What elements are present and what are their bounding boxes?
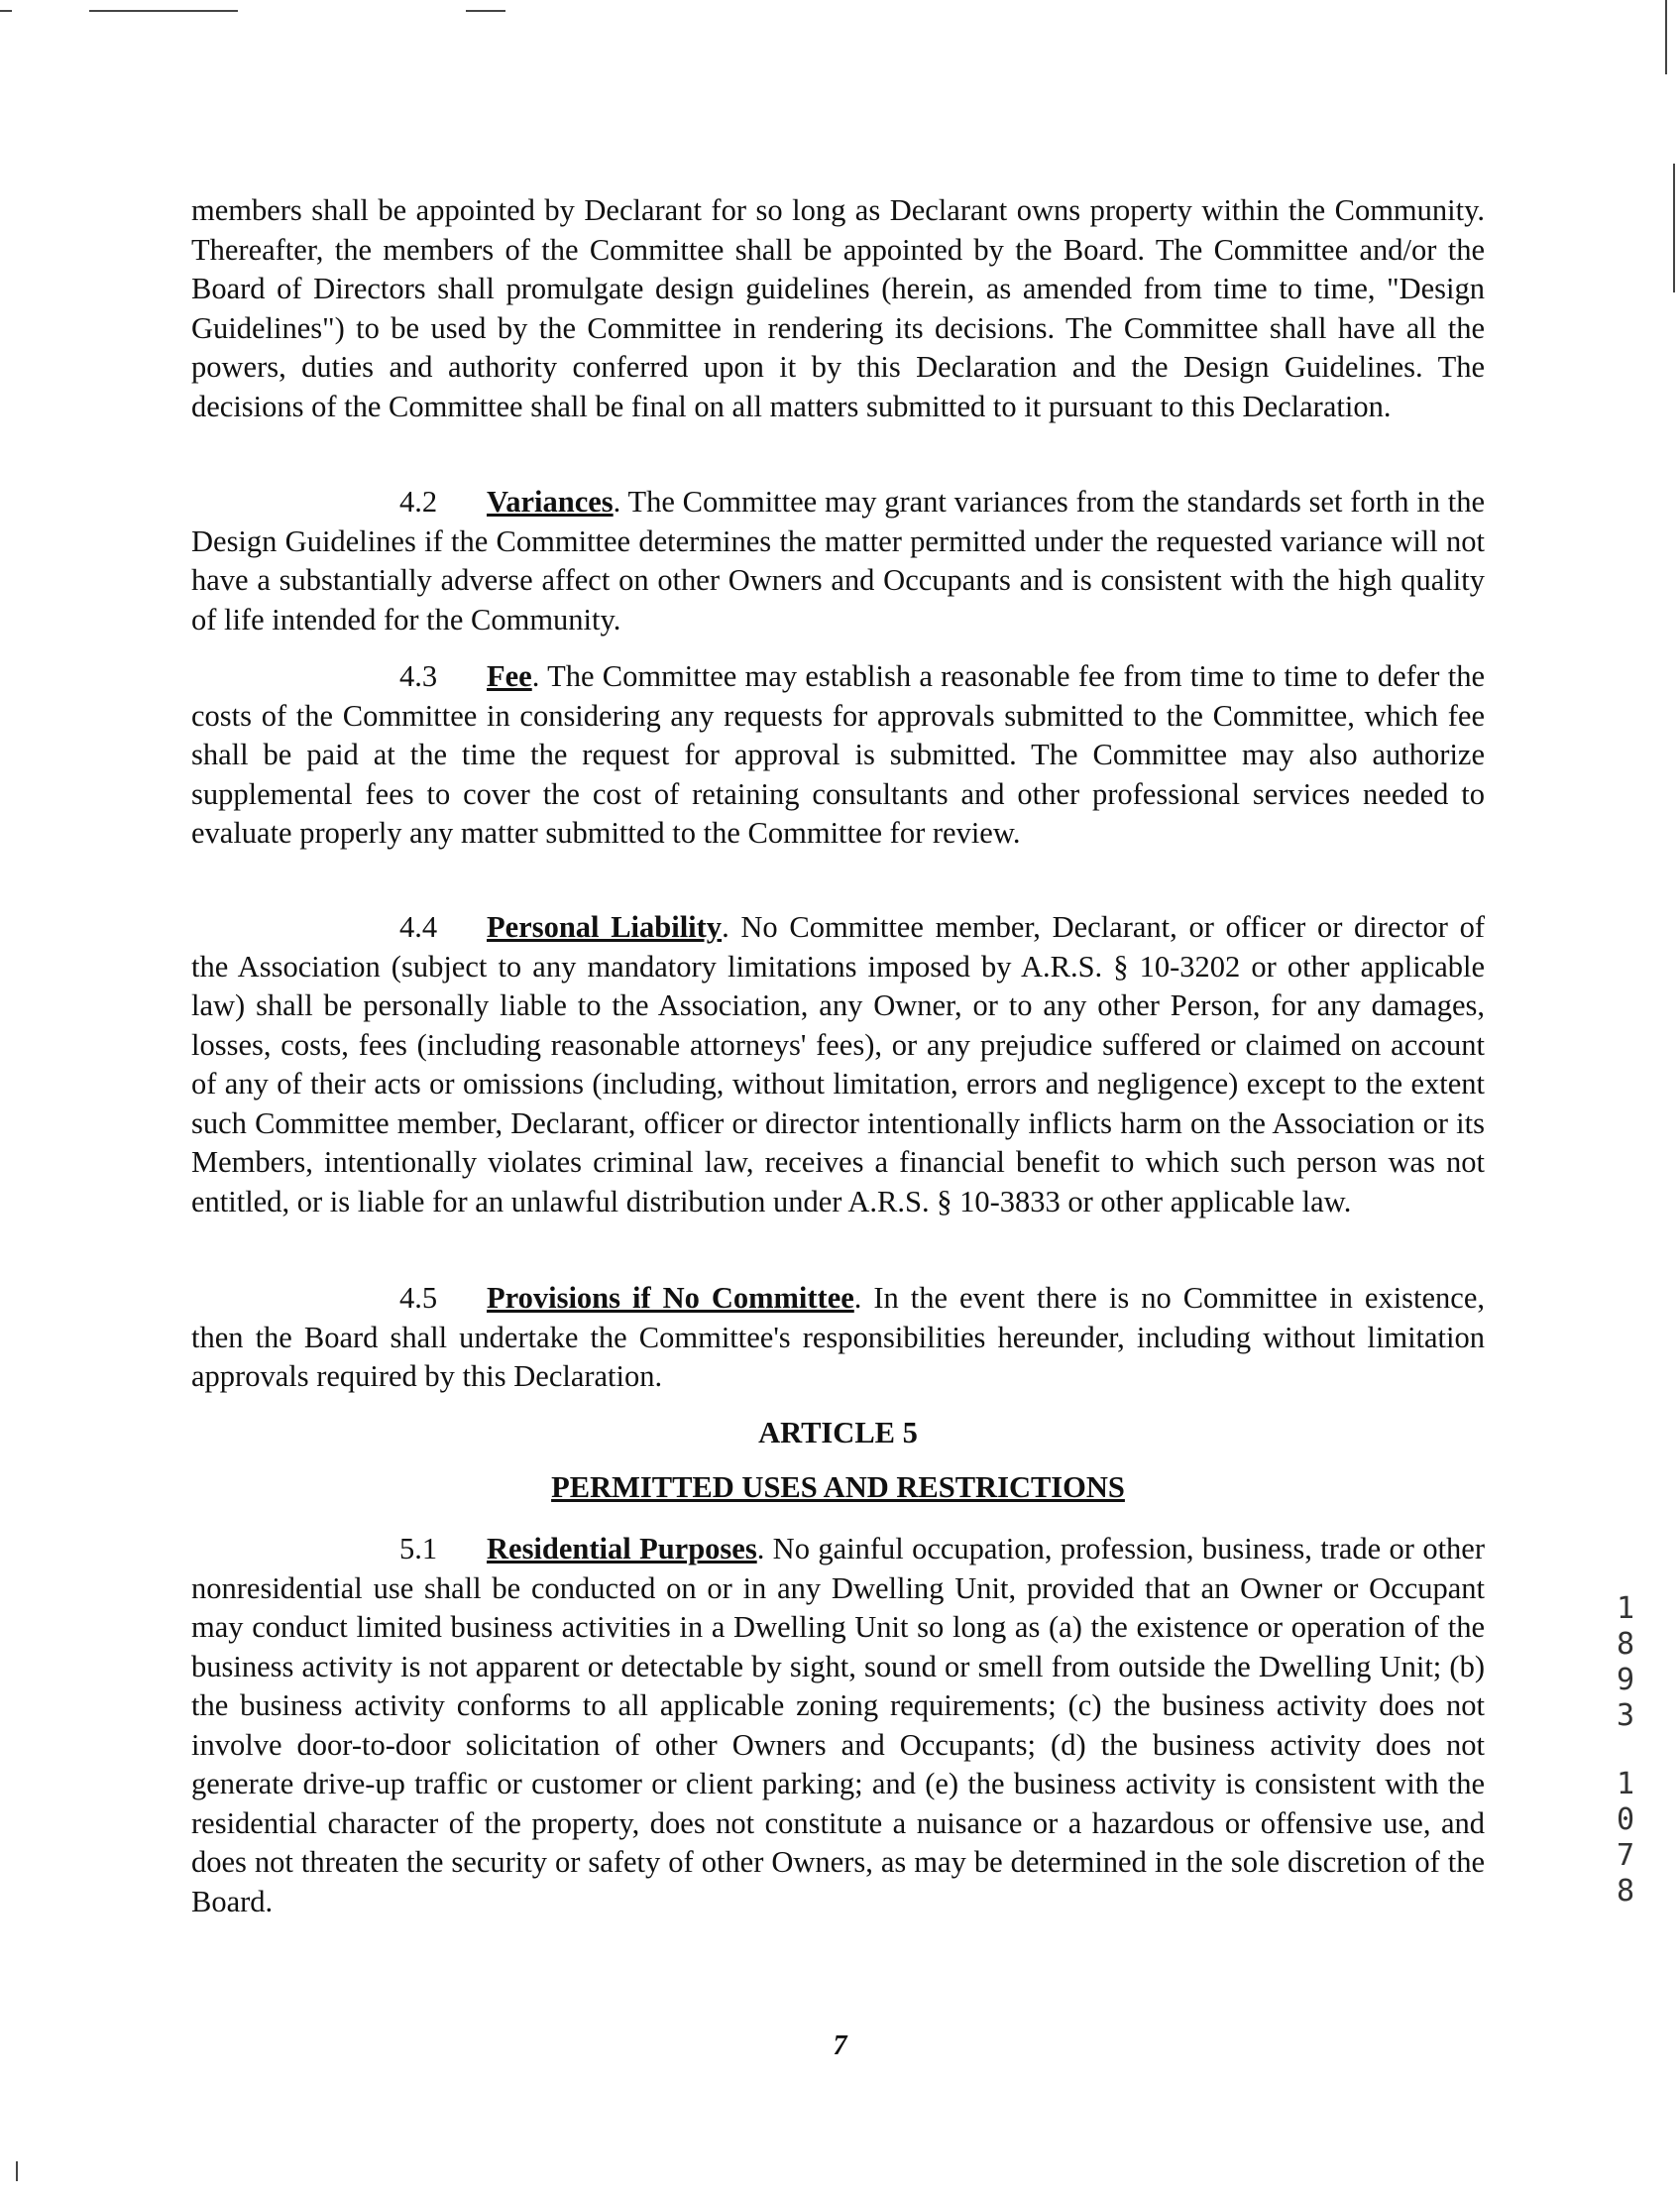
scan-edge-line <box>1665 0 1667 74</box>
section-heading: Provisions if No Committee <box>487 1281 854 1315</box>
intro-paragraph: members shall be appointed by Declarant for so long as Declarant owns property within the Community. Thereafter, the members of the Committee shall be appointed by the Board. The Committee and/or the Board of Directors shall promulgate design guidelines (herein, as amended from time to time, "Design Guidelines") to be used by the Committee in rendering its decisions. The Committee shall have all the powers, duties and authority conferred upon it by this Declaration and the Design Guidelines. The decisions of the Committee shall be final on all matters submitted to it pursuant to this Declaration. <box>191 193 1485 423</box>
scan-edge-mark <box>16 2161 18 2181</box>
section-heading: Residential Purposes <box>487 1532 757 1565</box>
section-number: 4.3 <box>399 659 438 693</box>
section-body: . In the event there is no Committee in existence, then the Board shall undertake the Committee's responsibilities hereunder, including without limitation approvals required by this Declaration. <box>191 1281 1485 1393</box>
section-heading: Variances <box>487 485 614 519</box>
section-body: . The Committee may establish a reasonable fee from time to time to defer the costs of the Committee in considering any requests for approvals submitted to the Committee, which fee shall be paid at the time the request for approval is submitted. The Committee may also authorize supplemental fees to cover the cost of retaining consultants and other professional services needed to evaluate properly any matter submitted to the Committee for review. <box>191 659 1485 850</box>
section-4-2 <box>191 483 1485 639</box>
section-number: 4.5 <box>399 1281 438 1315</box>
section-4-4 <box>191 908 1485 1221</box>
section-body: . No gainful occupation, profession, business, trade or other nonresidential use shall be conducted on or in any Dwelling Unit, provided that an Owner or Occupant may conduct limited business activities in a Dwelling Unit so long as (a) the existence or operation of the business activity is not apparent or detectable by sight, sound or smell from outside the Dwelling Unit; (b) the business activity conforms to all applicable zoning requirements; (c) the business activity does not involve door-to-door solicitation of other Owners and Occupants; (d) the business activity does not generate drive-up traffic or customer or client parking; and (e) the business activity is consistent with the residential character of the property, does not constitute a nuisance or a hazardous or offensive use, and does not threaten the security or safety of other Owners, as may be determined in the sole discretion of the Board. <box>191 1532 1485 1918</box>
intro-block <box>191 191 1485 426</box>
section-paragraph <box>191 657 1485 854</box>
stamp-digit: 1 <box>1616 1591 1635 1626</box>
section-paragraph <box>191 1530 1485 1921</box>
article-subtitle-block <box>191 1467 1485 1507</box>
stamp-digit: 7 <box>1616 1838 1635 1873</box>
stamp-digit: 8 <box>1616 1874 1635 1909</box>
stamp-digit: 0 <box>1616 1802 1635 1837</box>
scan-edge-line <box>1673 164 1675 292</box>
section-heading: Fee <box>487 659 532 693</box>
section-paragraph <box>191 483 1485 639</box>
article-subtitle: PERMITTED USES AND RESTRICTIONS <box>551 1470 1125 1504</box>
scan-edge-mark <box>0 10 12 12</box>
section-4-5 <box>191 1279 1485 1397</box>
stamp-digit: 1 <box>1616 1767 1635 1801</box>
scan-edge-mark <box>466 10 505 12</box>
section-body: . No Committee member, Declarant, or officer or director of the Association (subject to any mandatory limitations imposed by A.R.S. § 10-3202 or other applicable law) shall be personally liable to the Association, any Owner, or to any other Person, for any damages, losses, costs, fees (including reasonable attorneys' fees), or any prejudice suffered or claimed on account of any of their acts or omissions (including, without limitation, errors and negligence) except to the extent such Committee member, Declarant, officer or director intentionally inflicts harm on the Association or its Members, intentionally violates criminal law, receives a financial benefit to which such person was not entitled, or is liable for an unlawful distribution under A.R.S. § 10-3833 or other applicable law. <box>191 910 1485 1218</box>
recording-stamp-top <box>1611 1591 1640 1734</box>
page-number: 7 <box>833 2030 847 2061</box>
section-4-3 <box>191 657 1485 854</box>
section-number: 4.4 <box>399 910 438 944</box>
section-paragraph <box>191 1279 1485 1397</box>
section-body: . The Committee may grant variances from the standards set forth in the Design Guidelines if the Committee determines the matter permitted under the requested variance will not have a substantially adverse affect on other Owners and Occupants and is consistent with the high quality of life intended for the Community. <box>191 485 1485 637</box>
section-number: 5.1 <box>399 1532 438 1565</box>
stamp-digit: 3 <box>1616 1698 1635 1733</box>
stamp-digit: 8 <box>1616 1627 1635 1662</box>
section-paragraph <box>191 908 1485 1221</box>
section-heading: Personal Liability <box>487 910 723 944</box>
recording-stamp-bottom <box>1611 1767 1640 1910</box>
article-title: ARTICLE 5 <box>758 1416 918 1449</box>
section-number: 4.2 <box>399 485 438 519</box>
section-5-1 <box>191 1530 1485 1921</box>
stamp-digit: 9 <box>1616 1663 1635 1697</box>
scan-edge-line <box>89 10 238 12</box>
